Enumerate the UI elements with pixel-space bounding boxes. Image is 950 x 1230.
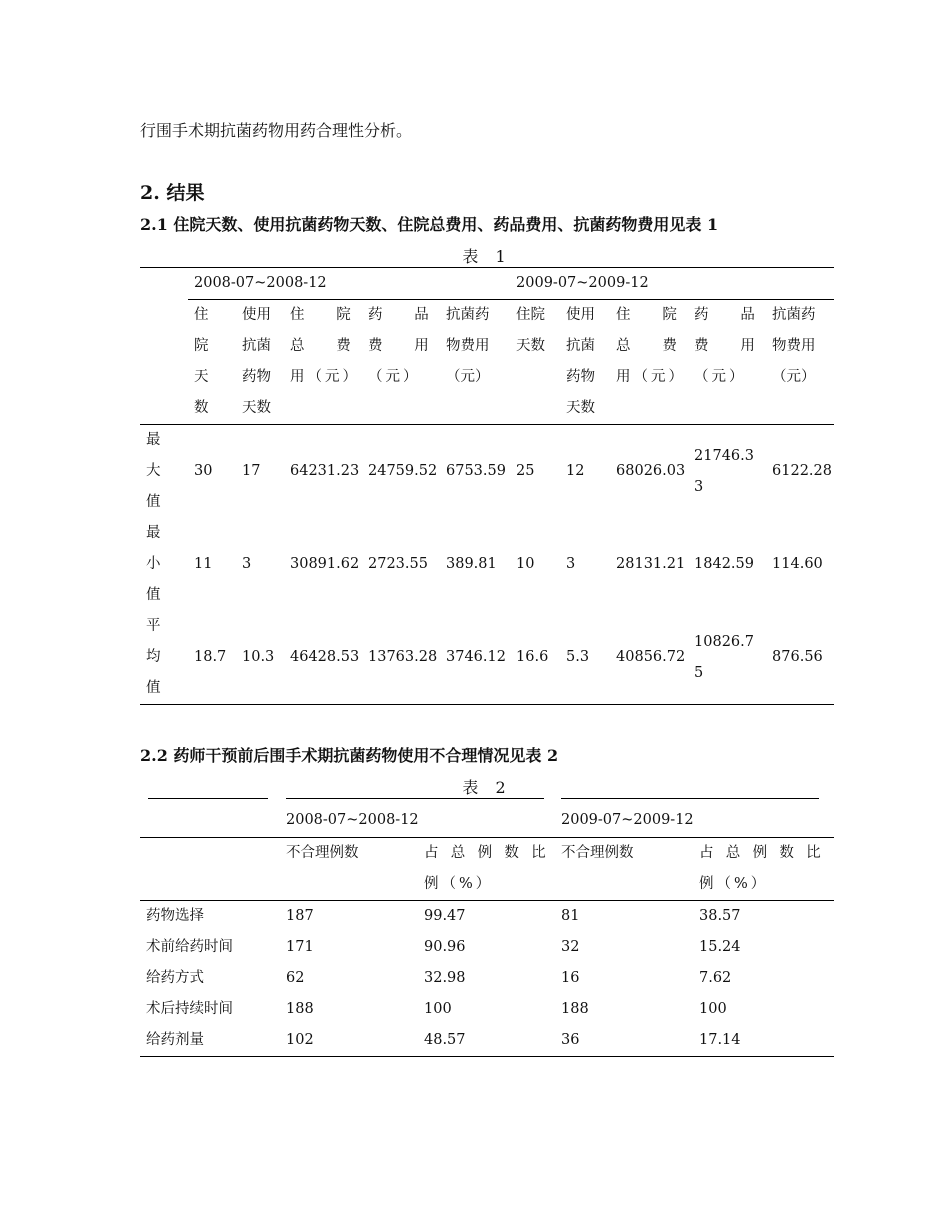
row-label: 平均值 <box>140 611 188 705</box>
table2-header: 不合理例数 <box>555 838 693 901</box>
table2-period1: 2008-07~2008-12 <box>286 812 419 828</box>
table-cell: 62 <box>286 970 305 986</box>
table-cell: 38.57 <box>699 908 741 924</box>
table-cell: 36 <box>555 1025 693 1057</box>
table-cell: 18.7 <box>188 611 236 705</box>
table1-header: 住 院 总 费 用（元） <box>284 300 362 425</box>
table-cell: 32.98 <box>424 970 466 986</box>
table1-header: 抗菌药物费用（元） <box>440 300 510 425</box>
table-cell: 5.3 <box>560 611 610 705</box>
table-cell: 10 <box>516 556 535 572</box>
table-cell: 21746.33 <box>694 447 754 495</box>
row-label: 给药方式 <box>146 970 204 986</box>
table-cell: 17 <box>242 463 261 479</box>
section-heading: 2. 结果 <box>140 182 205 204</box>
table-row <box>140 1025 834 1057</box>
table-row <box>140 518 834 611</box>
table1-period-row <box>140 268 834 300</box>
table-cell: 15.24 <box>699 939 741 955</box>
row-label: 最小值 <box>146 525 161 603</box>
table-cell: 1842.59 <box>694 556 754 572</box>
table-cell: 188 <box>561 1001 589 1017</box>
table-cell: 12 <box>566 463 585 479</box>
table-cell: 48.57 <box>418 1025 555 1057</box>
table-cell: 11 <box>194 556 213 572</box>
table-row <box>140 611 834 705</box>
table1-period2: 2009-07~2009-12 <box>510 268 834 300</box>
table-cell: 187 <box>286 908 314 924</box>
row-label: 术前给药时间 <box>146 939 233 955</box>
table-row <box>140 425 834 519</box>
table2-header-row <box>140 838 834 901</box>
table-cell: 6122.28 <box>772 463 832 479</box>
subsection-heading-2-2: 2.2 药师干预前后围手术期抗菌药物使用不合理情况见表 2 <box>140 746 559 765</box>
table-cell: 7.62 <box>699 970 732 986</box>
table2-period-row <box>140 798 834 838</box>
table1-header: 药 品 费 用（元） <box>688 300 766 425</box>
table-cell: 40856.72 <box>610 611 688 705</box>
table-cell: 99.47 <box>424 908 466 924</box>
row-label: 给药剂量 <box>140 1025 280 1057</box>
table1-header: 使用抗菌药物天数 <box>236 300 284 425</box>
table-cell: 3746.12 <box>440 611 510 705</box>
table-cell: 3 <box>242 556 252 572</box>
table1-period1: 2008-07~2008-12 <box>188 268 510 300</box>
row-label: 最大值 <box>146 432 161 510</box>
intro-paragraph: 行围手术期抗菌药物用药合理性分析。 <box>140 121 413 140</box>
table-cell: 64231.23 <box>290 463 360 479</box>
table-cell: 876.56 <box>766 611 834 705</box>
table-cell: 10826.75 <box>688 611 766 705</box>
table-cell: 30 <box>194 463 213 479</box>
table-cell: 100 <box>424 1001 452 1017</box>
table1-header: 住院天数 <box>510 300 560 425</box>
table-cell: 389.81 <box>446 556 497 572</box>
table-cell: 114.60 <box>772 556 823 572</box>
table-cell: 32 <box>561 939 580 955</box>
table-cell: 3 <box>566 556 576 572</box>
table-cell: 16.6 <box>510 611 560 705</box>
table-cell: 171 <box>286 939 314 955</box>
table-cell: 30891.62 <box>290 556 360 572</box>
row-label: 药物选择 <box>146 908 204 924</box>
table2 <box>140 798 834 1057</box>
table2-header: 不合理例数 <box>280 838 418 901</box>
table-cell: 46428.53 <box>284 611 362 705</box>
table-cell: 102 <box>280 1025 418 1057</box>
table-cell: 24759.52 <box>368 463 438 479</box>
table1 <box>140 267 834 705</box>
table-cell: 16 <box>561 970 580 986</box>
table-cell: 188 <box>286 1001 314 1017</box>
table2-period2: 2009-07~2009-12 <box>561 812 694 828</box>
table-cell: 2723.55 <box>368 556 428 572</box>
table2-header: 占 总 例 数 比 例（%） <box>693 838 834 901</box>
subsection-heading-2-1: 2.1 住院天数、使用抗菌药物天数、住院总费用、药品费用、抗菌药物费用见表 1 <box>140 215 719 234</box>
table-cell: 17.14 <box>693 1025 834 1057</box>
table-row <box>140 901 834 933</box>
table-row <box>140 963 834 994</box>
table1-header: 住院天数 <box>188 300 236 425</box>
table-cell: 10.3 <box>236 611 284 705</box>
row-label: 术后持续时间 <box>146 1001 233 1017</box>
table1-header-row <box>140 300 834 425</box>
table-cell: 28131.21 <box>616 556 686 572</box>
table1-header: 使用抗菌药物天数 <box>560 300 610 425</box>
table1-header: 住 院 总 费 用（元） <box>610 300 688 425</box>
table-cell: 6753.59 <box>446 463 506 479</box>
table2-header: 占 总 例 数 比 例（%） <box>418 838 555 901</box>
table2-caption: 表 2 <box>462 778 512 797</box>
table1-caption: 表 1 <box>462 247 512 266</box>
table-cell: 13763.28 <box>362 611 440 705</box>
table1-header: 抗菌药物费用（元） <box>766 300 834 425</box>
table-cell: 81 <box>561 908 580 924</box>
table-cell: 90.96 <box>424 939 466 955</box>
table-cell: 68026.03 <box>616 463 686 479</box>
table-row <box>140 994 834 1025</box>
table1-header: 药 品 费 用（元） <box>362 300 440 425</box>
table-cell: 100 <box>699 1001 727 1017</box>
table-cell: 25 <box>516 463 535 479</box>
table-row <box>140 932 834 963</box>
